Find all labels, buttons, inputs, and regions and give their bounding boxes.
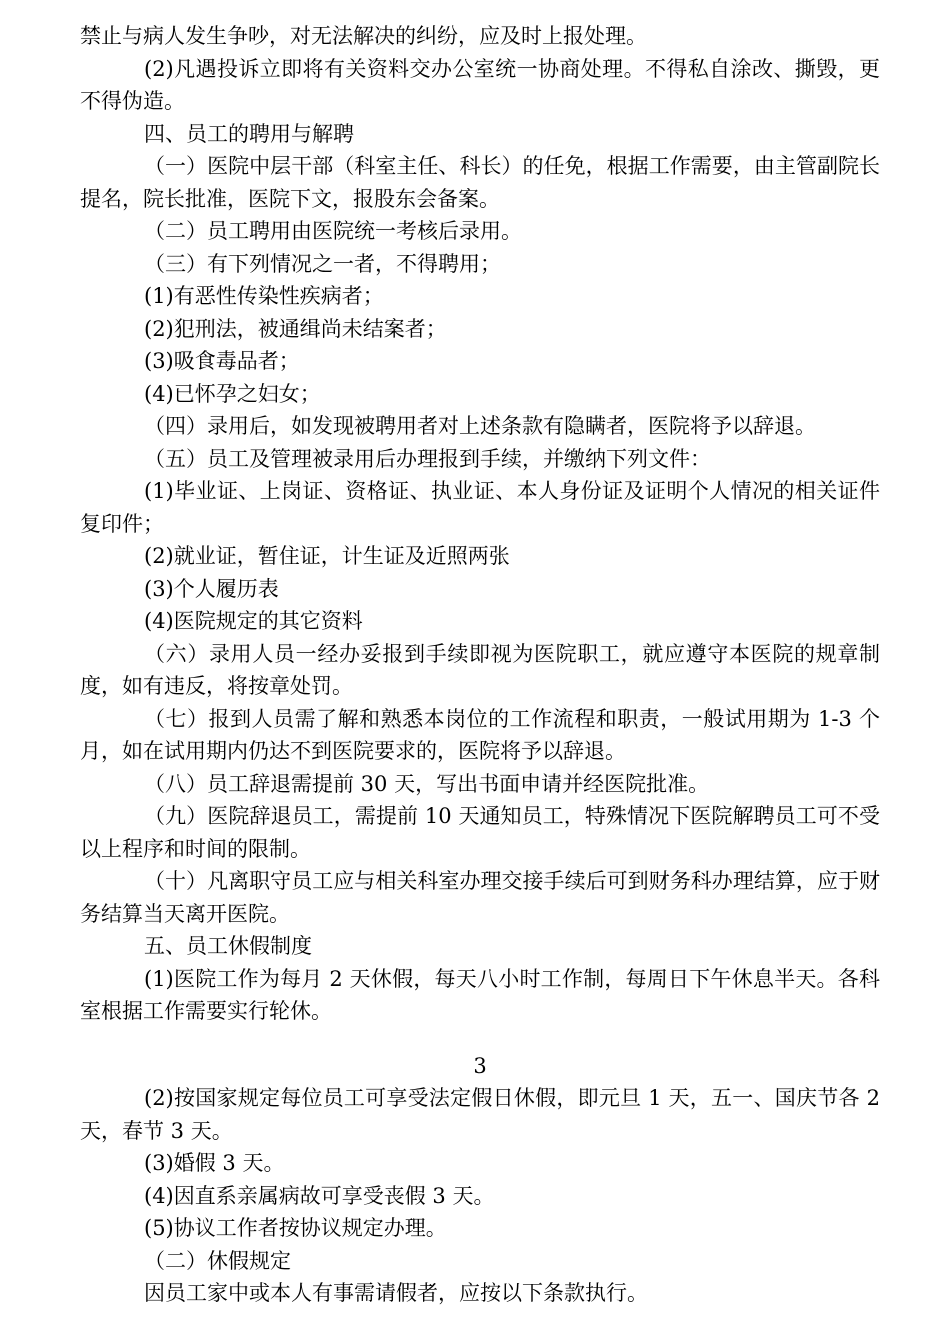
paragraph: (3)婚假 3 天。	[144, 1151, 285, 1175]
paragraph: （七）报到人员需了解和熟悉本岗位的工作流程和职责，一般试用期为 1-3 个月，如在试用期内仍达不到医院要求的，医院将予以辞退。	[80, 706, 880, 763]
paragraph: (4)因直系亲属病故可享受丧假 3 天。	[144, 1183, 495, 1208]
paragraph: （一）医院中层干部（科室主任、科长）的任免，根据工作需要，由主管副院长提名，院长批准，医院下文，报股东会备案。	[80, 154, 880, 211]
paragraph: (2)凡遇投诉立即将有关资料交办公室统一协商处理。不得私自涂改、撕毁，更不得伪造。	[80, 56, 880, 113]
paragraph: （八）员工辞退需提前 30 天，写出书面申请并经医院批准。	[144, 771, 710, 796]
document-section-2	[80, 1082, 880, 1310]
paragraph: 四、员工的聘用与解聘	[144, 121, 354, 146]
paragraph: (1)毕业证、上岗证、资格证、执业证、本人身份证及证明个人情况的相关证件复印件；	[80, 479, 880, 536]
paragraph: (1)医院工作为每月 2 天休假，每天八小时工作制，每周日下午休息半天。各科室根据工作需要实行轮休。	[80, 966, 880, 1023]
paragraph: (1)有恶性传染性疾病者；	[144, 284, 384, 308]
paragraph: (4)已怀孕之妇女；	[144, 381, 321, 406]
paragraph: （九）医院辞退员工，需提前 10 天通知员工，特殊情况下医院解聘员工可不受以上程序和时间的限制。	[80, 804, 880, 861]
paragraph: （五）员工及管理被录用后办理报到手续，并缴纳下列文件：	[144, 446, 711, 471]
paragraph: （二）员工聘用由医院统一考核后录用。	[144, 219, 522, 243]
paragraph: (4)医院规定的其它资料	[144, 609, 363, 633]
page-number: 3	[473, 1053, 487, 1078]
document-section-1	[80, 20, 880, 1028]
paragraph: (5)协议工作者按协议规定办理。	[144, 1216, 447, 1240]
paragraph: （四）录用后，如发现被聘用者对上述条款有隐瞒者，医院将予以辞退。	[144, 414, 816, 438]
paragraph: (3)吸食毒品者；	[144, 349, 300, 373]
paragraph: 禁止与病人发生争吵，对无法解决的纠纷，应及时上报处理。	[80, 24, 647, 48]
paragraph: （三）有下列情况之一者，不得聘用；	[144, 251, 501, 276]
paragraph: (2)按国家规定每位员工可享受法定假日休假，即元旦 1 天，五一、国庆节各 2 天，春节 3 天。	[80, 1086, 880, 1143]
document-page	[80, 20, 880, 1310]
paragraph: 因员工家中或本人有事需请假者，应按以下条款执行。	[144, 1281, 648, 1305]
paragraph: （六）录用人员一经办妥报到手续即视为医院职工，就应遵守本医院的规章制度，如有违反，将按章处罚。	[80, 641, 880, 698]
paragraph: 五、员工休假制度	[144, 934, 312, 958]
paragraph: （二）休假规定	[144, 1248, 291, 1273]
paragraph: (2)犯刑法，被通缉尚未结案者；	[144, 316, 447, 341]
page-gap	[80, 1028, 880, 1050]
paragraph: (2)就业证，暂住证，计生证及近照两张	[144, 544, 510, 568]
paragraph: (3)个人履历表	[144, 576, 279, 601]
paragraph: （十）凡离职守员工应与相关科室办理交接手续后可到财务科办理结算，应于财务结算当天离开医院。	[80, 869, 880, 926]
